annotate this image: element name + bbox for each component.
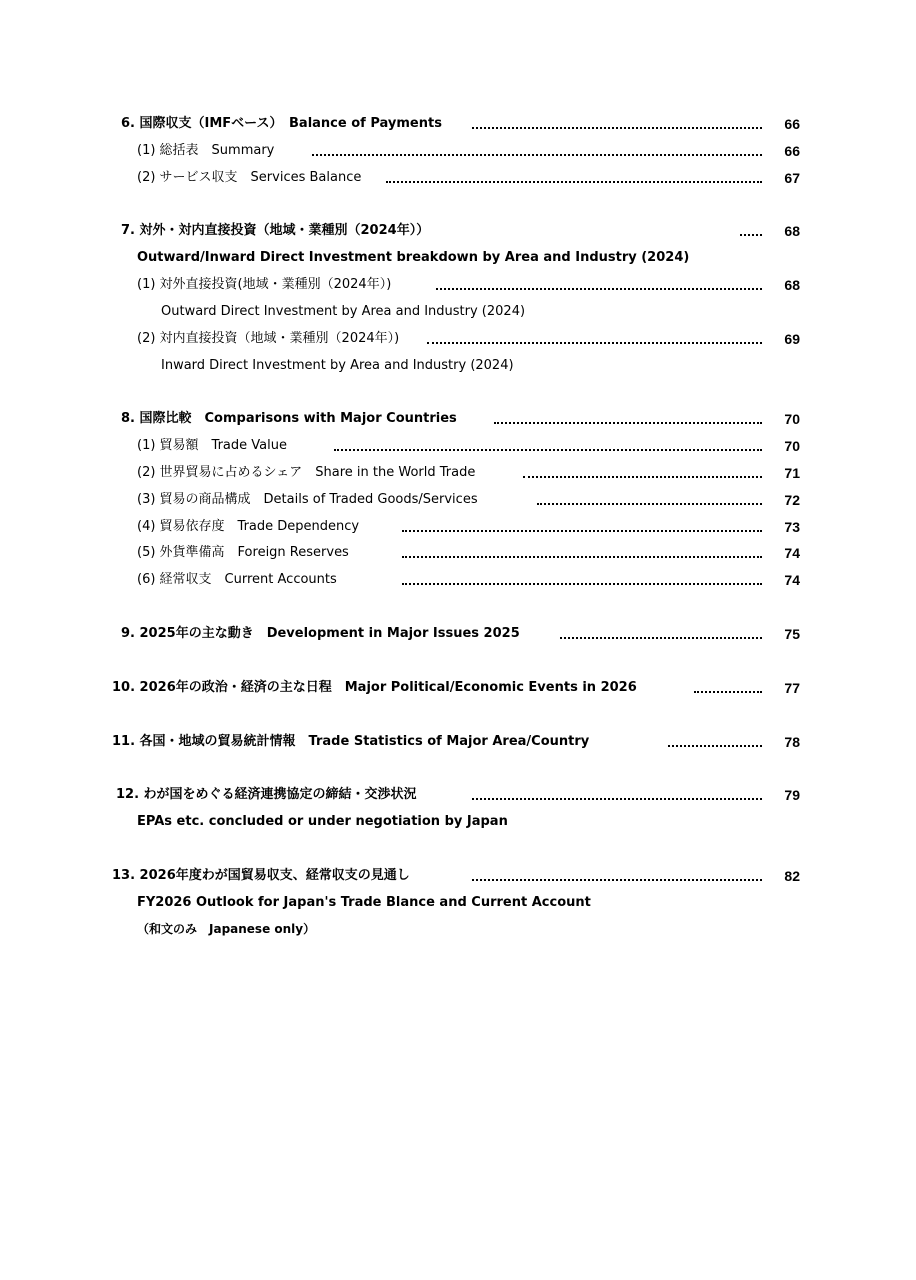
toc-entry bbox=[0, 624, 916, 644]
dot-leader bbox=[472, 127, 762, 129]
toc-entry-title: 9. 2025年の主な動き Development in Major Issues 2025 bbox=[121, 626, 520, 641]
toc-entry-title: Outward/Inward Direct Investment breakdown by Area and Industry (2024) bbox=[137, 250, 690, 265]
toc-entry bbox=[0, 812, 916, 832]
dot-leader bbox=[740, 234, 762, 236]
toc-page-number: 70 bbox=[784, 438, 800, 454]
dot-leader bbox=[402, 530, 762, 532]
toc-entry bbox=[0, 517, 916, 537]
toc-entry-title: 8. 国際比較 Comparisons with Major Countries bbox=[121, 411, 457, 426]
toc-page-number: 71 bbox=[784, 465, 800, 481]
toc-entry bbox=[0, 275, 916, 295]
toc-entry-title: 10. 2026年の政治・経済の主な日程 Major Political/Economic Events in 2026 bbox=[112, 680, 637, 695]
dot-leader bbox=[472, 879, 762, 881]
toc-page-number: 68 bbox=[784, 277, 800, 293]
toc-entry bbox=[0, 543, 916, 563]
toc-entry bbox=[0, 678, 916, 698]
toc-entry bbox=[0, 436, 916, 456]
toc-entry-title: 7. 対外・対内直接投資（地域・業種別（2024年）） bbox=[121, 223, 430, 238]
dot-leader bbox=[402, 583, 762, 585]
toc-entry bbox=[0, 114, 916, 134]
toc-entry bbox=[0, 141, 916, 161]
toc-entry-title: (2) 世界貿易に占めるシェア Share in the World Trade bbox=[137, 465, 476, 480]
toc-page-number: 70 bbox=[784, 411, 800, 427]
toc-entry bbox=[0, 785, 916, 805]
toc-entry bbox=[0, 463, 916, 483]
toc-page-number: 82 bbox=[784, 868, 800, 884]
toc-entry-title: (2) 対内直接投資（地域・業種別（2024年）) bbox=[137, 331, 400, 346]
toc-entry-title: Outward Direct Investment by Area and Industry (2024) bbox=[161, 304, 526, 319]
dot-leader bbox=[560, 637, 762, 639]
toc-entry bbox=[0, 919, 916, 939]
toc-entry-title: (5) 外貨準備高 Foreign Reserves bbox=[137, 545, 349, 560]
toc-entry-title: (1) 総括表 Summary bbox=[137, 143, 275, 158]
dot-leader bbox=[668, 745, 762, 747]
toc-page-number: 74 bbox=[784, 572, 800, 588]
toc-entry bbox=[0, 248, 916, 268]
toc-entry-title: 6. 国際収支（IMFベース） Balance of Payments bbox=[121, 116, 442, 131]
toc-entry bbox=[0, 302, 916, 322]
toc-page-number: 72 bbox=[784, 492, 800, 508]
toc-entry-title: (4) 貿易依存度 Trade Dependency bbox=[137, 519, 360, 534]
dot-leader bbox=[494, 422, 762, 424]
toc-page-number: 73 bbox=[784, 519, 800, 535]
toc-page-number: 74 bbox=[784, 545, 800, 561]
toc-entry-title: (3) 貿易の商品構成 Details of Traded Goods/Services bbox=[137, 492, 478, 507]
dot-leader bbox=[312, 154, 762, 156]
toc-entry-title: 13. 2026年度わが国貿易収支、経常収支の見通し bbox=[112, 868, 410, 883]
dot-leader bbox=[472, 798, 762, 800]
toc-page-number: 66 bbox=[784, 116, 800, 132]
toc-entry-title: (1) 対外直接投資(地域・業種別（2024年）) bbox=[137, 277, 392, 292]
dot-leader bbox=[523, 476, 762, 478]
toc-page-number: 79 bbox=[784, 787, 800, 803]
toc-entry bbox=[0, 221, 916, 241]
toc-entry bbox=[0, 570, 916, 590]
toc-entry-title: 11. 各国・地域の貿易統計情報 Trade Statistics of Major Area/Country bbox=[112, 734, 590, 749]
toc-page-number: 67 bbox=[784, 170, 800, 186]
toc-entry bbox=[0, 168, 916, 188]
toc-entry bbox=[0, 893, 916, 913]
dot-leader bbox=[427, 342, 762, 344]
dot-leader bbox=[436, 288, 762, 290]
toc-entry-title: 12. わが国をめぐる経済連携協定の締結・交渉状況 bbox=[116, 787, 417, 802]
toc-entry-title: FY2026 Outlook for Japan's Trade Blance and Current Account bbox=[137, 895, 591, 910]
toc-page-number: 78 bbox=[784, 734, 800, 750]
dot-leader bbox=[386, 181, 762, 183]
toc-entry-title: (6) 経常収支 Current Accounts bbox=[137, 572, 337, 587]
toc-page-number: 69 bbox=[784, 331, 800, 347]
toc-entry-title: (1) 貿易額 Trade Value bbox=[137, 438, 287, 453]
toc-entry-title: (2) サービス収支 Services Balance bbox=[137, 170, 362, 185]
toc-entry bbox=[0, 732, 916, 752]
toc-page-number: 68 bbox=[784, 223, 800, 239]
toc-entry bbox=[0, 490, 916, 510]
toc-page-number: 66 bbox=[784, 143, 800, 159]
dot-leader bbox=[402, 556, 762, 558]
toc-entry-title: Inward Direct Investment by Area and Industry (2024) bbox=[161, 358, 514, 373]
dot-leader bbox=[694, 691, 762, 693]
toc-page-number: 75 bbox=[784, 626, 800, 642]
toc-entry bbox=[0, 356, 916, 376]
toc-entry bbox=[0, 409, 916, 429]
toc-entry bbox=[0, 866, 916, 886]
toc-page-number: 77 bbox=[784, 680, 800, 696]
toc-entry-title: （和文のみ Japanese only） bbox=[137, 922, 316, 936]
dot-leader bbox=[334, 449, 762, 451]
dot-leader bbox=[537, 503, 762, 505]
toc-entry-title: EPAs etc. concluded or under negotiation by Japan bbox=[137, 814, 508, 829]
toc-entry bbox=[0, 329, 916, 349]
